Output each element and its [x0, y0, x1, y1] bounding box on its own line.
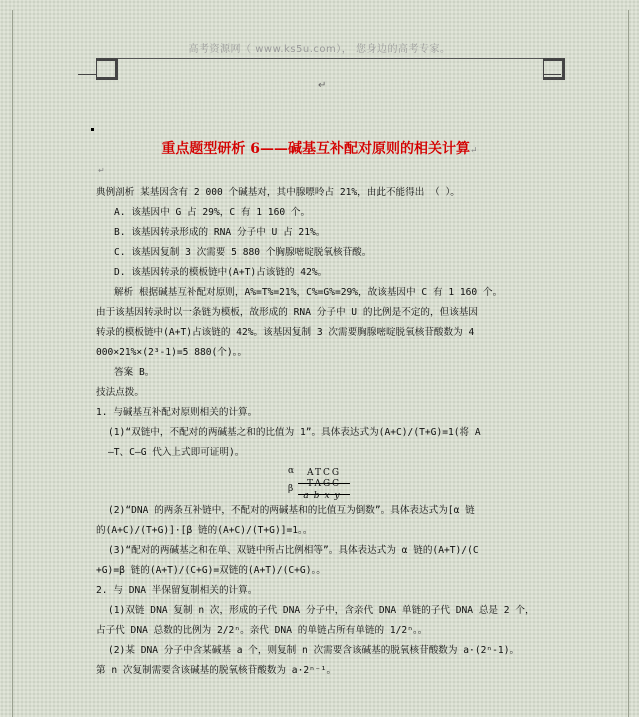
crop-tick-right [543, 74, 561, 75]
analysis-line-4: 000×21%×(2³-1)=5 880(个)。。 [96, 347, 248, 358]
paragraph-mark: ↵ [318, 80, 327, 91]
replication-rule-2-line-2: 第 n 次复制需要含该碱基的脱氧核苷酸数为 a·2ⁿ⁻¹。 [96, 665, 337, 676]
crop-tick-left [78, 74, 96, 75]
option-a: A. 该基因中 G 占 29%，C 有 1 160 个。 [114, 207, 311, 218]
page-header: 高考资源网（ www.ks5u.com）， 您身边的高考专家。 [188, 44, 451, 55]
dna-strand-diagram [288, 461, 551, 501]
rule-3-line-1: (3)“配对的两碱基之和在单、双链中所占比例相等”。具体表达式为 α 链的(A+T)/(C [108, 545, 479, 556]
option-b: B. 该基因转录形成的 RNA 分子中 U 占 21%。 [114, 227, 326, 238]
section-1-heading: 1. 与碱基互补配对原则相关的计算。 [96, 407, 258, 418]
alpha-label: α [288, 466, 295, 476]
question-stem: 典例剖析 某基因含有 2 000 个碱基对，其中腺嘌呤占 21%，由此不能得出 （ ）。 [96, 187, 460, 198]
replication-rule-1-line-2: 占子代 DNA 总数的比例为 2/2ⁿ。亲代 DNA 的单链占所有单链的 1/2ⁿ。。 [96, 625, 428, 636]
rule-2-line-1: (2)“DNA 的两条互补链中，不配对的两碱基和的比值互为倒数”。具体表达式为[α 链 [108, 505, 475, 516]
tips-heading: 技法点拨。 [96, 387, 144, 398]
answer-line: 答案 B。 [114, 367, 155, 378]
document-title [0, 138, 639, 158]
strand-variables: abxy [303, 491, 345, 501]
section-2-heading: 2. 与 DNA 半保留复制相关的计算。 [96, 585, 258, 596]
title-text: 重点题型研析 6——碱基互补配对原则的相关计算 [161, 141, 471, 157]
document-body [96, 183, 551, 681]
rule-2-line-2: 的(A+C)/(T+G)]·[β 链的(A+C)/(T+G)]=1。。 [96, 525, 313, 536]
option-d: D. 该基因转录的模板链中(A+T)占该链的 42%。 [114, 267, 328, 278]
crop-mark-right [543, 58, 565, 80]
strand-alpha: ATCG [298, 463, 350, 484]
replication-rule-1-line-1: (1)双链 DNA 复制 n 次，形成的子代 DNA 分子中，含亲代 DNA 单链的子代 DNA 总是 2 个， [108, 605, 535, 616]
analysis-line-3: 转录的模板链中(A+T)占该链的 42%。该基因复制 3 次需要胸腺嘧啶脱氧核苷酸数为 4 [96, 327, 475, 338]
rule-3-line-2: +G)=β 链的(A+T)/(C+G)=双链的(A+T)/(C+G)。。 [96, 565, 326, 576]
replication-rule-2-line-1: (2)某 DNA 分子中含某碱基 a 个，则复制 n 次需要含该碱基的脱氧核苷酸数为 a·(2ⁿ-1)。 [108, 645, 520, 656]
title-paragraph-mark: ↵ [470, 146, 478, 156]
spacer-mark: ↵ [98, 166, 105, 175]
option-c: C. 该基因复制 3 次需要 5 880 个胸腺嘧啶脱氧核苷酸。 [114, 247, 372, 258]
strand-beta: TAGC [298, 474, 350, 495]
beta-label: β [288, 484, 294, 494]
analysis-line-1: 解析 根据碱基互补配对原则，A%=T%=21%，C%=G%=29%，故该基因中 C 有 1 160 个。 [114, 287, 503, 298]
rule-1-line-1: (1)“双链中，不配对的两碱基之和的比值为 1”。具体表达式为(A+C)/(T+G)=1(将 A [108, 427, 481, 438]
rule-1-line-2: —T、C—G 代入上式即可证明)。 [108, 447, 245, 458]
analysis-line-2: 由于该基因转录时以一条链为模板，故形成的 RNA 分子中 U 的比例是不定的，但该基因 [96, 307, 478, 318]
crop-mark-left [96, 58, 118, 80]
bullet-dot [91, 128, 94, 131]
header-rule [96, 58, 543, 59]
